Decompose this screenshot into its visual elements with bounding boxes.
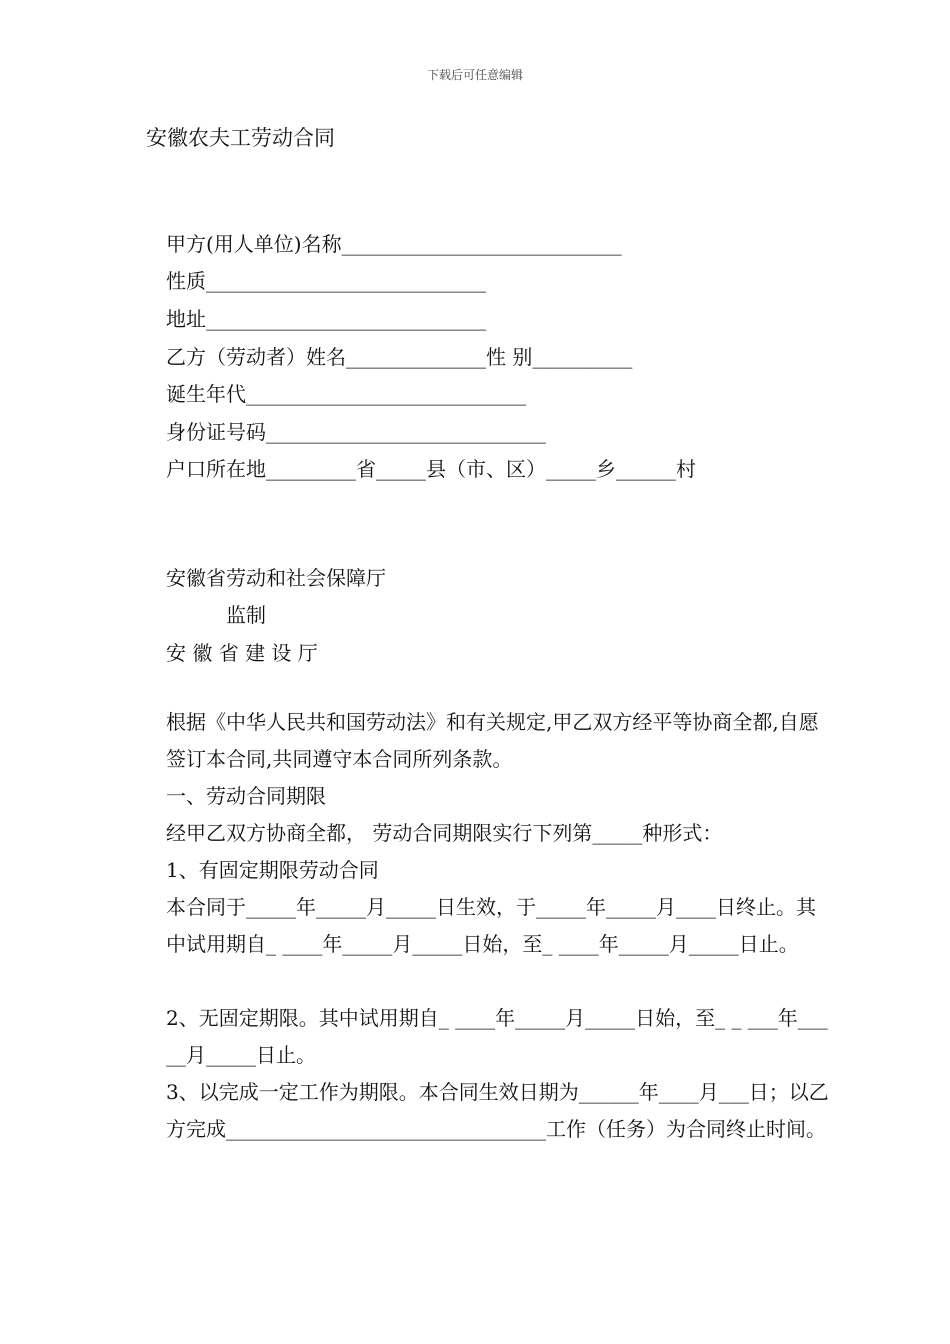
section-term-text: 经甲乙双方协商全都， 劳动合同期限实行下列第_____种形式：	[166, 821, 723, 845]
intro-paragraph: 根据《中华人民共和国劳动法》和有关规定,甲乙双方经平等协商全都,自愿签订本合同,共同遵守本合同所列条款。	[166, 710, 819, 771]
item-fixed-term-text: 本合同于_____年_____月_____日生效，于_____年_____月____日终止。其中试用期自_ ____年_____月_____日始，至_ ____年_____月_____日止。	[166, 895, 816, 956]
field-id-number: 身份证号码____________________________	[166, 420, 546, 444]
field-address: 地址____________________________	[166, 307, 486, 331]
field-birth-date: 诞生年代____________________________	[166, 382, 526, 406]
issuer-construction-department: 安 徽 省 建 设 厅	[166, 641, 318, 665]
item-open-term-text: 2、无固定期限。其中试用期自_ ____年_____月_____日始，至_ _ ___年_____月_____日止。	[166, 1006, 828, 1067]
field-household-registration: 户口所在地_________省_____县（市、区）_____乡______村	[166, 457, 696, 481]
field-nature: 性质____________________________	[166, 269, 486, 293]
item-task-term-text: 3、以完成一定工作为期限。本合同生效日期为______年____月___日；以乙方完成________________________________工作（任务）为合同终止时间。	[166, 1080, 829, 1141]
item-fixed-term-heading: 1、有固定期限劳动合同	[166, 858, 379, 882]
page-header-note: 下载后可任意编辑	[426, 68, 523, 82]
document-title: 安徽农夫工劳动合同	[146, 126, 335, 150]
issuer-supervise: 监制	[226, 603, 266, 627]
field-employer-name: 甲方(用人单位)名称____________________________	[166, 232, 622, 256]
issuer-labor-department: 安徽省劳动和社会保障厅	[166, 566, 386, 590]
field-employee-name-gender: 乙方（劳动者）姓名______________性 别__________	[166, 345, 633, 369]
section-term-heading: 一、劳动合同期限	[166, 784, 326, 808]
